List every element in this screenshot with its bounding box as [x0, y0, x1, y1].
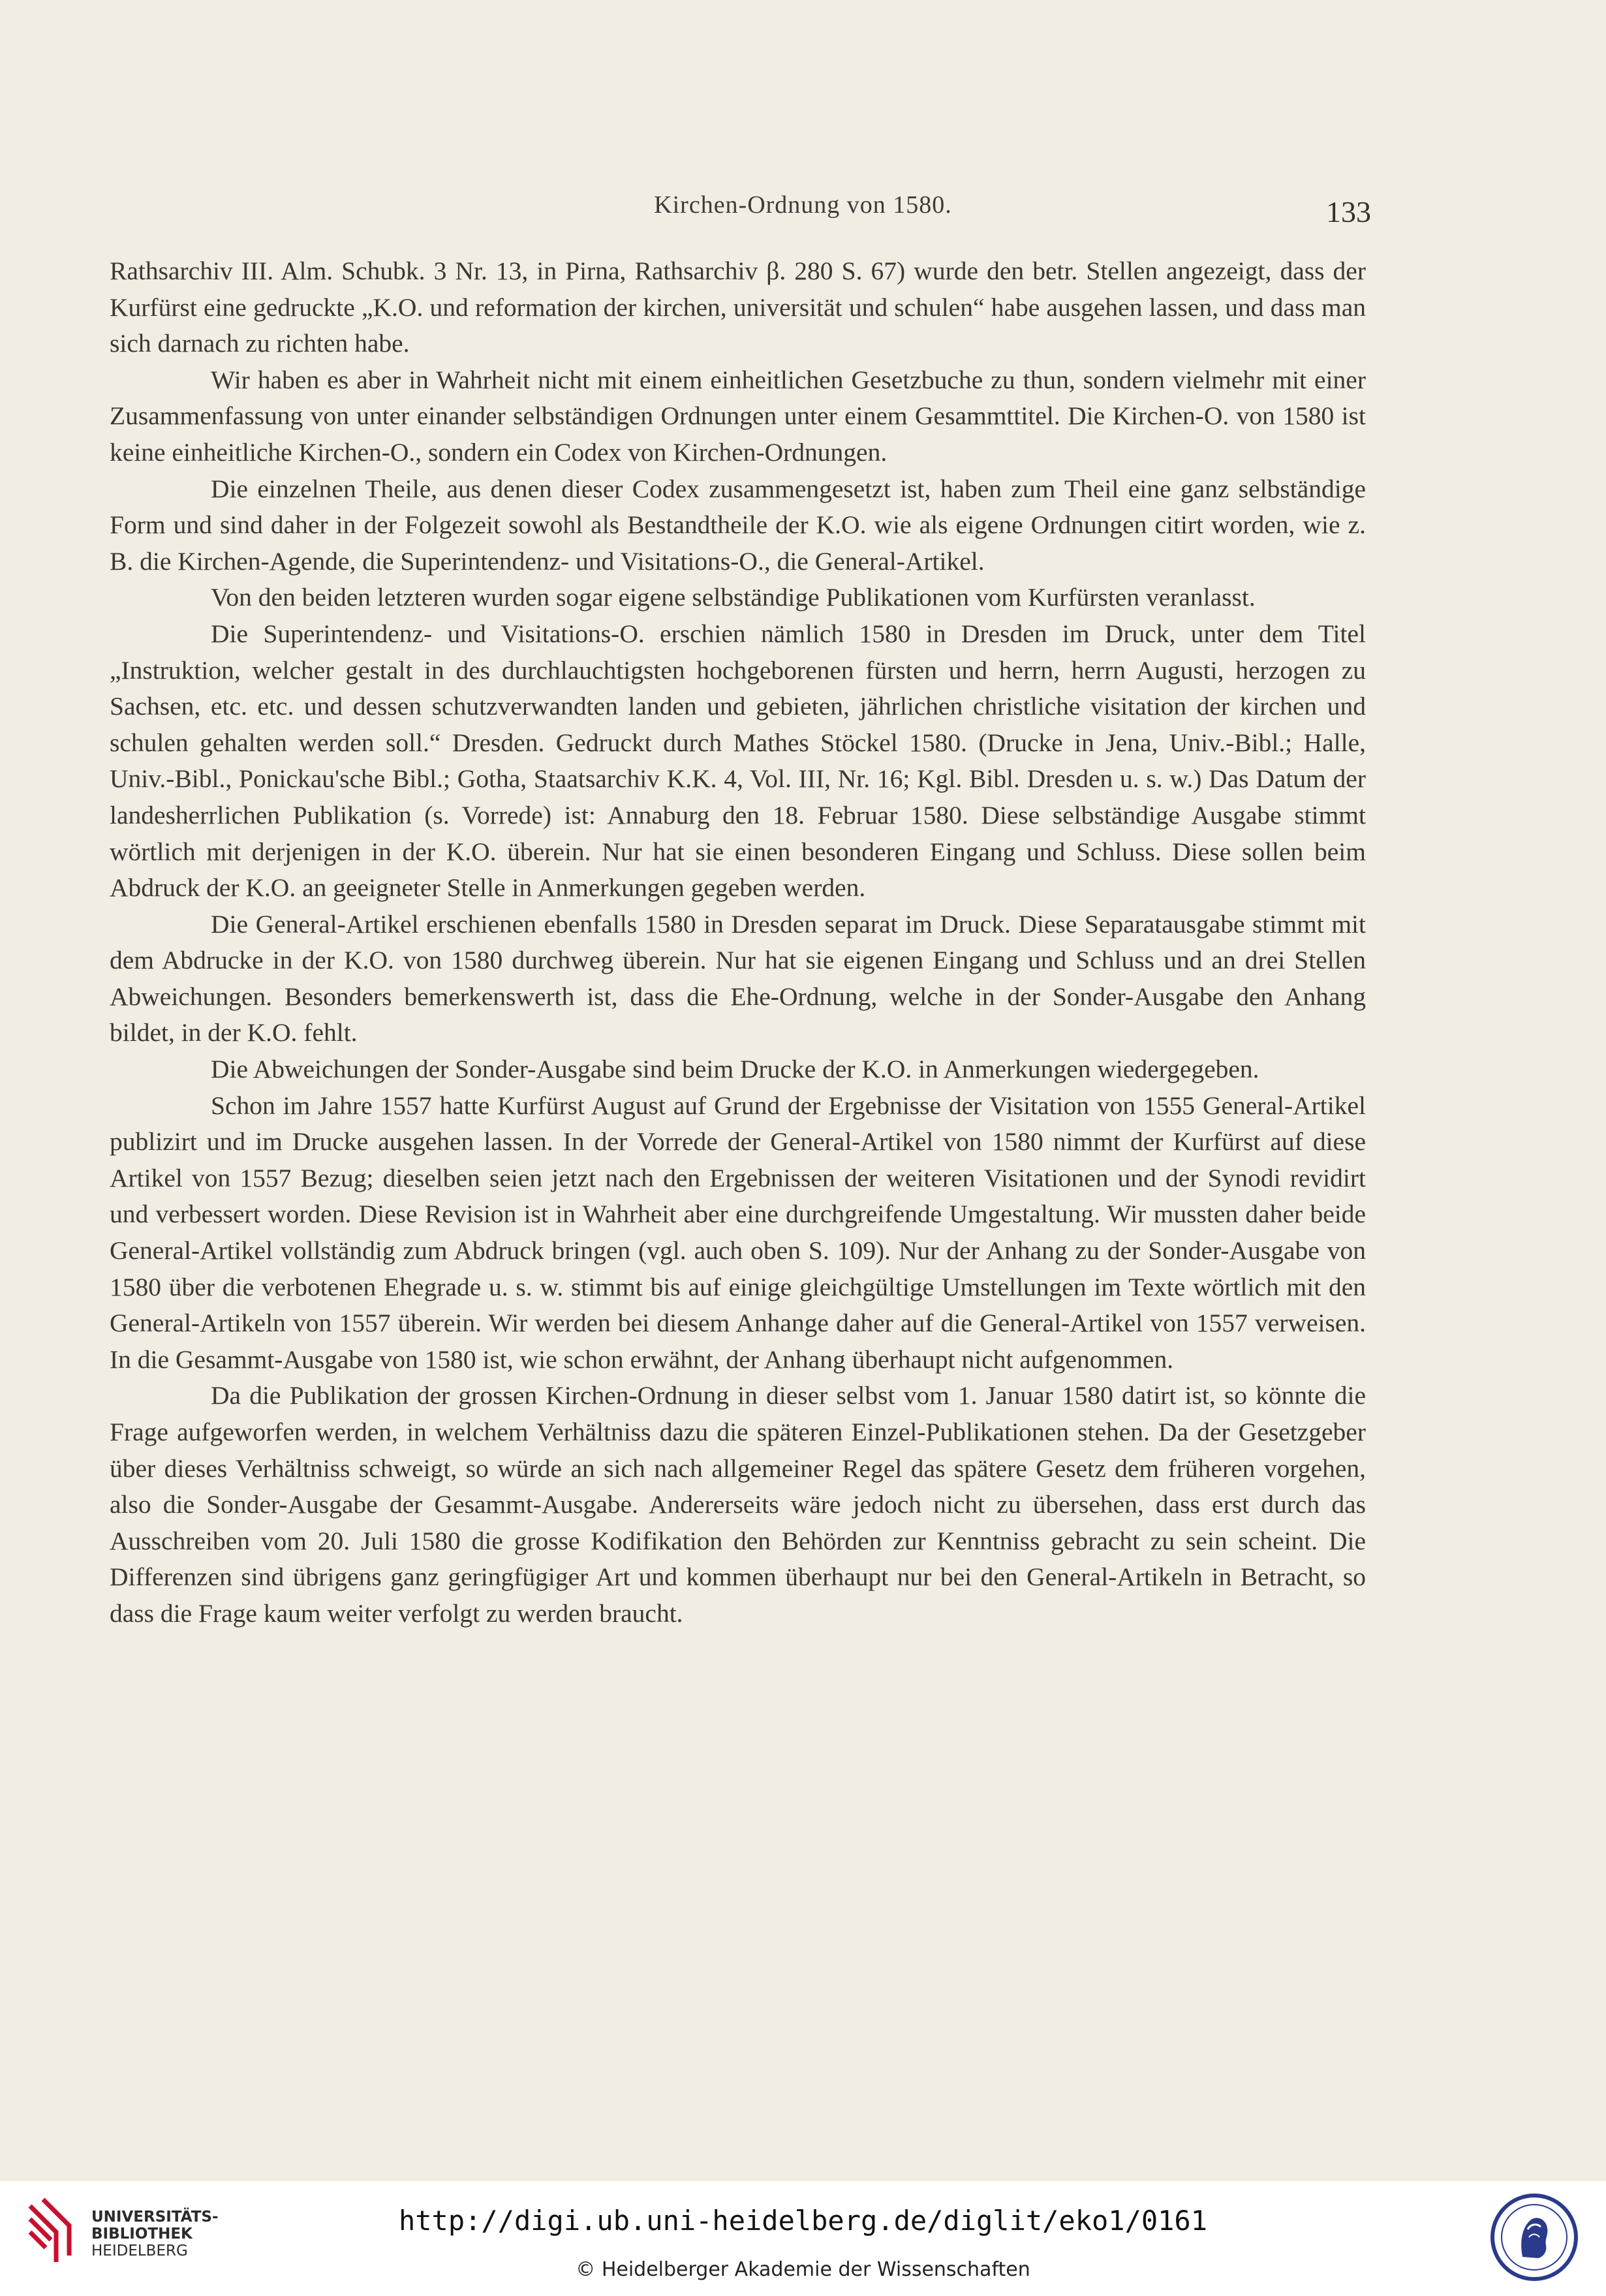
logo-line: HEIDELBERG: [91, 2242, 188, 2259]
running-title: Kirchen-Ordnung von 1580.: [654, 191, 952, 219]
body-text: [110, 253, 1366, 1632]
page-number: 133: [1326, 195, 1371, 228]
paragraph: Die General-Artikel erschienen ebenfalls 1580 in Dresden separat im Druck. Diese Separatausgabe stimmt mit dem Abdrucke in der K.O. von 1580 durchweg überein. Nur hat sie eigenen Eingang und Schluss und an drei Stellen Abweichungen. Besonders bemerkenswerth ist, dass die Ehe-Ordnung, welche in der Sonder-Ausgabe den Anhang bildet, in der K.O. fehlt.: [110, 909, 1366, 1047]
paragraph: Die Superintendenz- und Visitations-O. erschien nämlich 1580 in Dresden im Druck, unter dem Titel „Instruktion, welcher gestalt in des durchlauchtigsten hochgeborenen fürsten und herrn, herrn Augusti, herzogen zu Sachsen, etc. etc. und dessen schutzverwandten landen und gebieten, jährlichen christliche visitation der kirchen und schulen gehalten werden soll.“ Dresden. Gedruckt durch Mathes Stöckel 1580. (Drucke in Jena, Univ.-Bibl.; Halle, Univ.-Bibl., Ponickau'sche Bibl.; Gotha, Staatsarchiv K.K. 4, Vol. III, Nr. 16; Kgl. Bibl. Dresden u. s. w.) Das Datum der landesherrlichen Publikation (s. Vorrede) ist: Annaburg den 18. Februar 1580. Diese selbständige Ausgabe stimmt wörtlich mit derjenigen in der K.O. überein. Nur hat sie einen besonderen Eingang und Schluss. Diese sollen beim Abdruck der K.O. an geeigneter Stelle in Anmerkungen gegeben werden.: [110, 619, 1366, 903]
copyright-notice: © Heidelberger Akademie der Wissenschaften: [576, 2258, 1030, 2281]
paragraph: Von den beiden letzteren wurden sogar eigene selbständige Publikationen vom Kurfürsten veranlasst.: [211, 583, 1256, 612]
paragraph: Die Abweichungen der Sonder-Ausgabe sind beim Drucke der K.O. in Anmerkungen wiedergegeben.: [211, 1055, 1259, 1084]
paragraph: Rathsarchiv III. Alm. Schubk. 3 Nr. 13, in Pirna, Rathsarchiv β. 280 S. 67) wurde den betr. Stellen angezeigt, dass der Kurfürst eine gedruckte „K.O. und reformation der kirchen, universität und schulen“ habe ausgehen lassen, und dass man sich darnach zu richten habe.: [110, 256, 1366, 358]
running-head: [0, 191, 1606, 236]
logo-line: BIBLIOTHEK: [91, 2226, 193, 2242]
academy-seal-icon[interactable]: [1489, 2192, 1580, 2283]
paragraph: Die einzelnen Theile, aus denen dieser Codex zusammengesetzt ist, haben zum Theil eine ganz selbständige Form und sind daher in der Folgezeit sowohl als Bestandtheile der K.O. wie als eigene Ordnungen citirt worden, wie z. B. die Kirchen-Agende, die Superintendenz- und Visitations-O., die General-Artikel.: [110, 474, 1366, 576]
viewer-footer: [0, 2181, 1606, 2296]
permalink[interactable]: http://digi.ub.uni-heidelberg.de/diglit/eko1/0161: [398, 2205, 1208, 2237]
paragraph: Wir haben es aber in Wahrheit nicht mit einem einheitlichen Gesetzbuche zu thun, sondern vielmehr mit einer Zusammenfassung von unter einander selbständigen Ordnungen unter einem Gesammttitel. Die Kirchen-O. von 1580 ist keine einheitliche Kirchen-O., sondern ein Codex von Kirchen-Ordnungen.: [110, 365, 1366, 467]
paragraph: Schon im Jahre 1557 hatte Kurfürst August auf Grund der Ergebnisse der Visitation von 1555 General-Artikel publizirt und im Drucke ausgehen lassen. In der Vorrede der General-Artikel von 1580 nimmt der Kurfürst auf diese Artikel von 1557 Bezug; dieselben seien jetzt nach den Ergebnissen der weiteren Visitationen und der Synodi revidirt und verbessert worden. Diese Revision ist in Wahrheit aber eine durchgreifende Umgestaltung. Wir mussten daher beide General-Artikel vollständig zum Abdruck bringen (vgl. auch oben S. 109). Nur der Anhang zu der Sonder-Ausgabe von 1580 über die verbotenen Ehegrade u. s. w. stimmt bis auf einige gleichgültige Umstellungen im Texte wörtlich mit den General-Artikeln von 1557 überein. Wir werden bei diesem Anhange daher auf die General-Artikel von 1557 verweisen. In die Gesammt-Ausgabe von 1580 ist, wie schon erwähnt, der Anhang überhaupt nicht aufgenommen.: [110, 1091, 1366, 1374]
logo-line: UNIVERSITÄTS-: [91, 2209, 219, 2226]
paragraph: Da die Publikation der grossen Kirchen-Ordnung in dieser selbst vom 1. Januar 1580 datirt ist, so könnte die Frage aufgeworfen werden, in welchem Verhältniss dazu die späteren Einzel-Publikationen stehen. Da der Gesetzgeber über dieses Verhältniss schweigt, so würde an sich nach allgemeiner Regel das spätere Gesetz dem früheren vorgehen, also die Sonder-Ausgabe der Gesammt-Ausgabe. Andererseits wäre jedoch nicht zu übersehen, dass erst durch das Ausschreiben vom 20. Juli 1580 die grosse Kodifikation den Behörden zur Kenntniss gebracht zu sein scheint. Die Differenzen sind übrigens ganz geringfügiger Art und kommen überhaupt nur bei den General-Artikeln in Betracht, so dass die Frage kaum weiter verfolgt zu werden braucht.: [110, 1381, 1366, 1628]
